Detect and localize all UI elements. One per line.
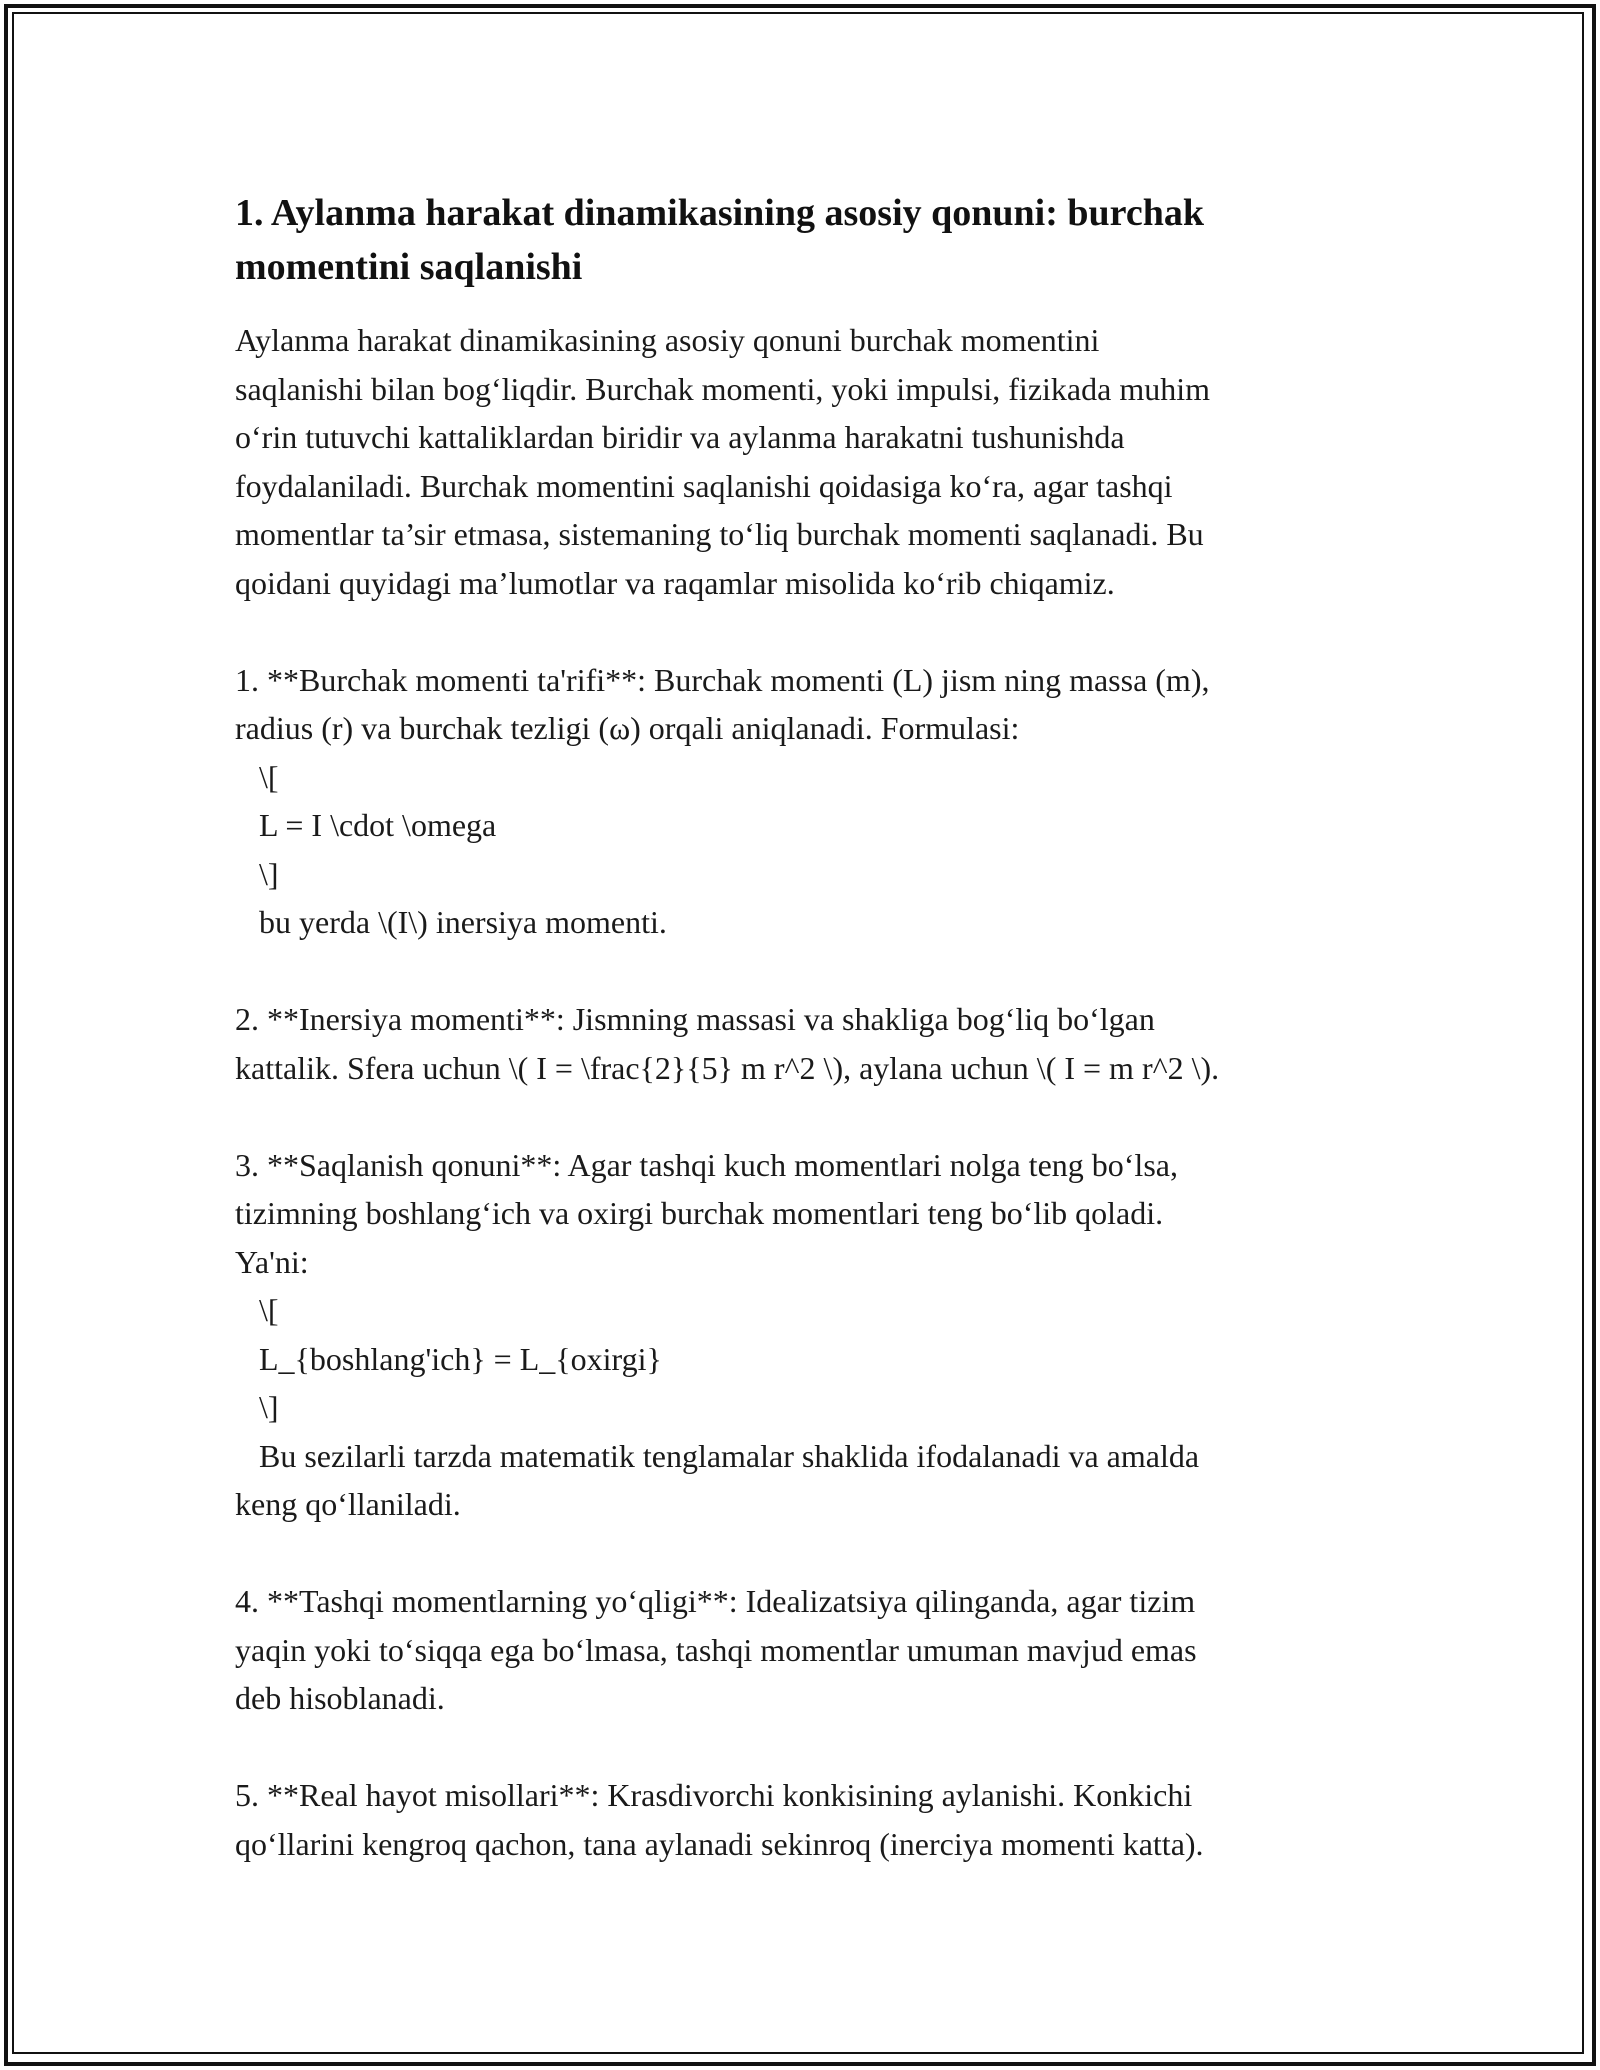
text-line: Bu sezilarli tarzda matematik tenglamalar shaklida ifodalanadi va amalda: [235, 1437, 1200, 1474]
title-line: momentini saqlanishi: [235, 246, 583, 288]
text-line: momentlar ta’sir etmasa, sistemaning to‘liq burchak momenti saqlanadi. Bu: [235, 516, 1204, 552]
paragraph-spacer: [235, 1723, 1380, 1772]
paragraph-spacer: [235, 607, 1380, 656]
list-item-4: [235, 1577, 1380, 1723]
text-line: 2. **Inersiya momenti**: Jismning massasi va shakliga bog‘liq bo‘lgan: [235, 1001, 1155, 1037]
text-line: yaqin yoki to‘siqqa ega bo‘lmasa, tashqi momentlar umuman mavjud emas: [235, 1631, 1197, 1668]
text-line: qo‘llarini kengroq qachon, tana aylanadi sekinroq (inerciya momenti katta).: [235, 1825, 1204, 1862]
text-line: saqlanishi bilan bog‘liqdir. Burchak momenti, yoki impulsi, fizikada muhim: [235, 370, 1210, 407]
text-line: qoidani quyidagi ma’lumotlar va raqamlar misolida ko‘rib chiqamiz.: [235, 564, 1115, 601]
document-body: [235, 316, 1380, 1868]
list-item-2: [235, 995, 1380, 1092]
text-line: keng qo‘llaniladi.: [235, 1486, 461, 1522]
paragraph-spacer: [235, 947, 1380, 996]
text-line: tizimning boshlang‘ich va oxirgi burchak momentlari teng bo‘lib qoladi.: [235, 1195, 1164, 1231]
list-item-3: [235, 1141, 1380, 1529]
list-item-1: [235, 656, 1380, 947]
page-title: [235, 186, 1380, 294]
text-line: foydalaniladi. Burchak momentini saqlanishi qoidasiga ko‘ra, agar tashqi: [235, 467, 1173, 504]
formula-line: \[: [235, 1292, 279, 1328]
paragraph-spacer: [235, 1529, 1380, 1578]
text-line: 1. **Burchak momenti ta'rifi**: Burchak momenti (L) jism ning massa (m),: [235, 661, 1210, 698]
formula-line: L_{boshlang'ich} = L_{oxirgi}: [235, 1340, 662, 1377]
formula-line: \]: [235, 1389, 279, 1425]
formula-line: L = I \cdot \omega: [235, 807, 497, 843]
text-line: 3. **Saqlanish qonuni**: Agar tashqi kuch momentlari nolga teng bo‘lsa,: [235, 1146, 1178, 1183]
formula-line: \]: [235, 855, 279, 892]
intro-paragraph: [235, 316, 1380, 607]
paragraph-spacer: [235, 1092, 1380, 1141]
text-line: Aylanma harakat dinamikasining asosiy qonuni burchak momentini: [235, 322, 1100, 358]
text-line: bu yerda \(I\) inersiya momenti.: [235, 904, 667, 940]
text-line: Ya'ni:: [235, 1243, 309, 1280]
list-item-5: [235, 1771, 1380, 1868]
text-line: radius (r) va burchak tezligi (ω) orqali aniqlanadi. Formulasi:: [235, 710, 1020, 746]
text-line: 4. **Tashqi momentlarning yo‘qligi**: Idealizatsiya qilinganda, agar tizim: [235, 1583, 1196, 1619]
title-line: 1. Aylanma harakat dinamikasining asosiy qonuni: burchak: [235, 192, 1204, 234]
document-content: [235, 186, 1380, 1868]
formula-line: \[: [235, 758, 279, 795]
text-line: kattalik. Sfera uchun \( I = \frac{2}{5} m r^2 \), aylana uchun \( I = m r^2 \).: [235, 1049, 1220, 1086]
text-line: deb hisoblanadi.: [235, 1680, 445, 1716]
text-line: o‘rin tutuvchi kattaliklardan biridir va aylanma harakatni tushunishda: [235, 419, 1125, 455]
text-line: 5. **Real hayot misollari**: Krasdivorchi konkisining aylanishi. Konkichi: [235, 1777, 1193, 1813]
